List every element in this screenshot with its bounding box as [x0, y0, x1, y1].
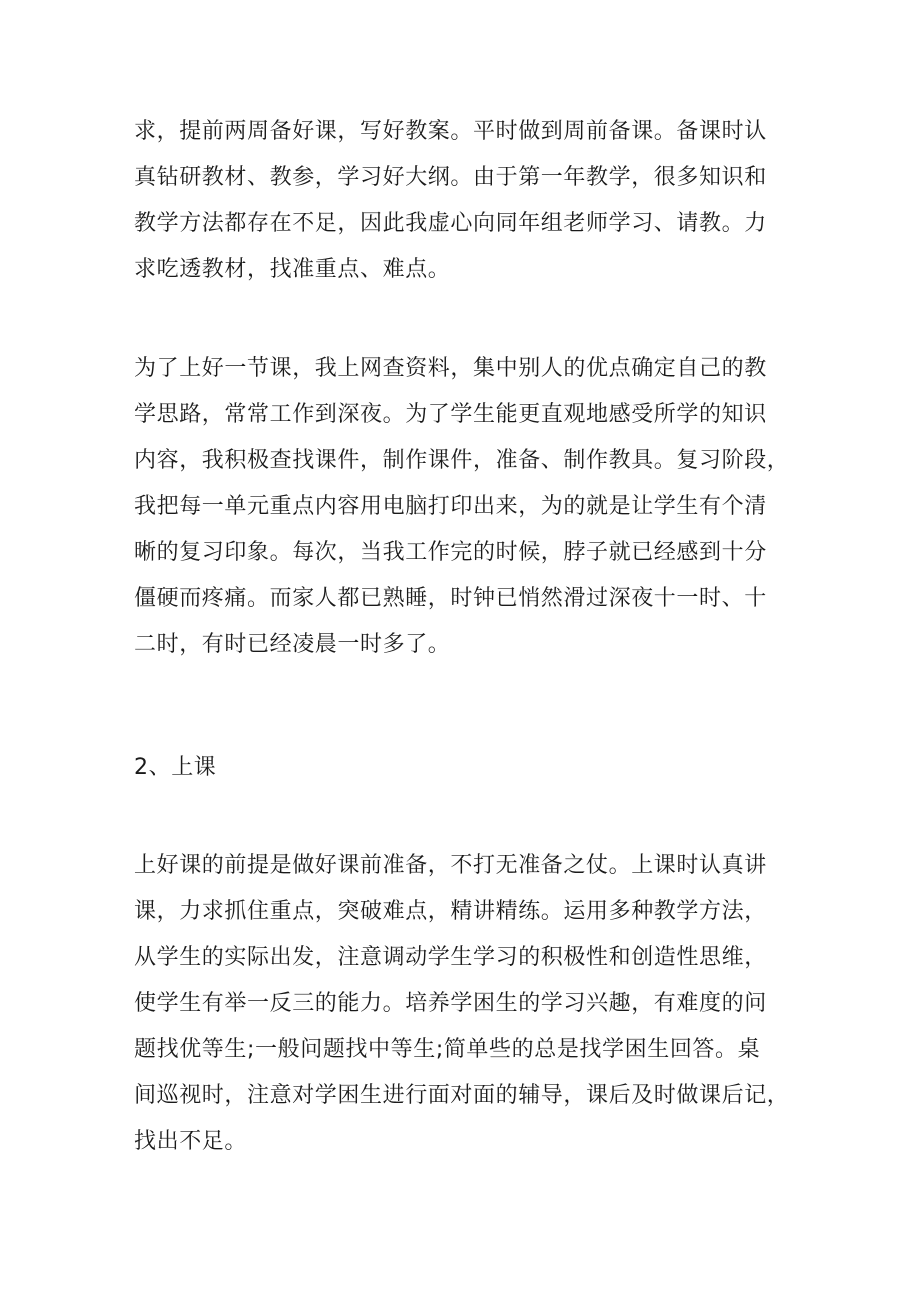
- text-line: 学思路，常常工作到深夜。为了学生能更直观地感受所学的知识: [134, 402, 767, 427]
- text-line: 教学方法都存在不足，因此我虚心向同年组老师学习、请教。力: [134, 211, 767, 236]
- text-line: 求，提前两周备好课，写好教案。平时做到周前备课。备课时认: [134, 119, 767, 144]
- section-heading: 2、上课: [134, 755, 217, 780]
- text-line: 为了上好一节课，我上网查资料，集中别人的优点确定自己的教: [134, 356, 767, 381]
- text-line: 题找优等生;一般问题找中等生;简单些的总是找学困生回答。桌: [134, 1037, 761, 1062]
- text-line: 真钻研教材、教参，学习好大纲。由于第一年教学，很多知识和: [134, 165, 767, 190]
- text-line: 课，力求抓住重点，突破难点，精讲精练。运用多种教学方法，: [134, 899, 767, 924]
- text-line: 求吃透教材，找准重点、难点。: [134, 257, 451, 282]
- text-line: 内容，我积极查找课件，制作课件，准备、制作教具。复习阶段，: [134, 448, 790, 473]
- text-line: 二时，有时已经凌晨一时多了。: [134, 632, 451, 657]
- text-line: 使学生有举一反三的能力。培养学困生的学习兴趣，有难度的问: [134, 991, 767, 1016]
- text-line: 晰的复习印象。每次，当我工作完的时候，脖子就已经感到十分: [134, 540, 767, 565]
- text-line: 从学生的实际出发，注意调动学生学习的积极性和创造性思维，: [134, 945, 767, 970]
- text-line: 我把每一单元重点内容用电脑打印出来，为的就是让学生有个清: [134, 494, 767, 519]
- text-line: 僵硬而疼痛。而家人都已熟睡，时钟已悄然滑过深夜十一时、十: [134, 586, 767, 611]
- text-line: 上好课的前提是做好课前准备，不打无准备之仗。上课时认真讲: [134, 853, 767, 878]
- text-line: 间巡视时，注意对学困生进行面对面的辅导，课后及时做课后记，: [134, 1083, 790, 1108]
- text-line: 找出不足。: [134, 1129, 248, 1154]
